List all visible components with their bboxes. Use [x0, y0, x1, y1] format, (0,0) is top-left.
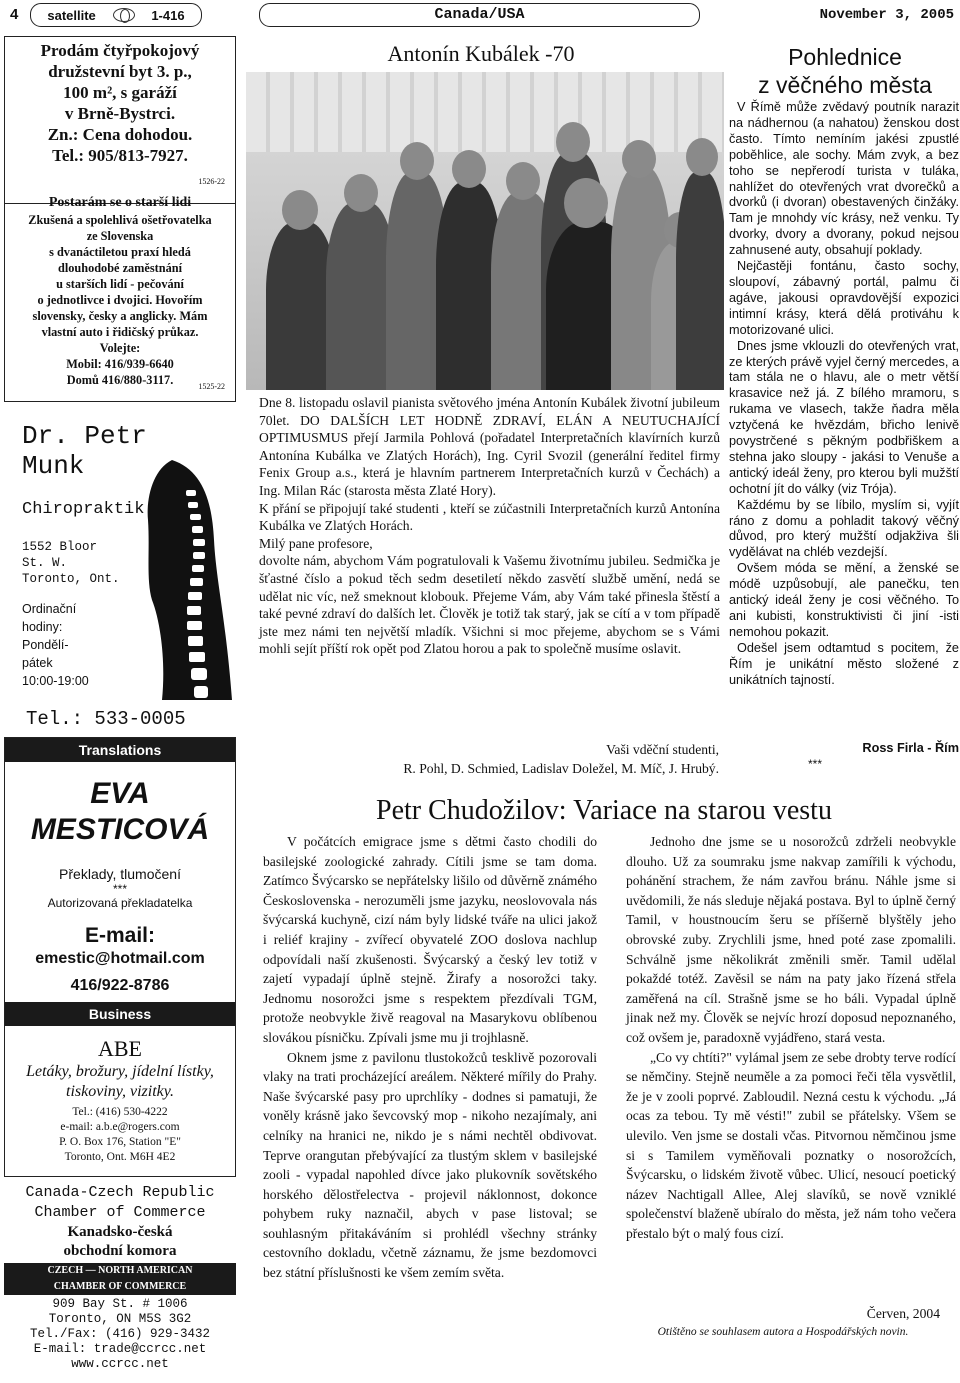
stars-divider: ***: [112, 882, 127, 896]
signature-line: Vaši vděční studenti,: [606, 742, 719, 757]
article-title: Antonín Kubálek -70: [387, 41, 575, 66]
address-line: St. W.: [22, 556, 68, 570]
translator-phone: 416/922-8786: [70, 977, 170, 994]
paragraph: V počátcích emigrace jsme s dětmi často chodili do basilejské zoologické zahrady. Cítili jsme se tam doma. Zatímco Švýcarsko se nepřátelsky lišilo od důvěrně známého Československa - nerozuměli jsme jazyku, neoslovovala nás švýcarská kuchyně, cizí nám byly lidské tváře na ulici jakož i reliéf krajiny - zvířecí obyvatelé ZOO doslova nachlup odpovídali naší zkušenosti. Švýcarský a český lev totiž v zajetí vypadají úplně stejně. Žirafy a nosorožci taky. Jednomu nosorožci jsme s respektem přezdívali TGM, protože neobvykle živě reagoval na Masarykovu oblíbenou slovákou písničku. Zpívali jsme mu ji trojhlasně.: [263, 834, 597, 1045]
contact-line: Tel.: (416) 530-4222: [72, 1106, 168, 1118]
issue-date: November 3, 2005: [819, 7, 954, 23]
ad-line: Domů 416/880-3117.: [66, 373, 174, 387]
article-column-1: [263, 832, 597, 1283]
ad-line: dlouhodobé zaměstnání: [57, 261, 183, 275]
translator-name: [5, 776, 235, 848]
office-hours: [22, 600, 89, 690]
hours-line: Pondělí-: [22, 638, 69, 652]
column-title: [740, 43, 950, 99]
page-number: 4: [10, 6, 19, 23]
contact-line: Toronto, ON M5S 3G2: [48, 1312, 192, 1326]
photo-background: [246, 72, 724, 152]
caregiver-ad: [4, 190, 236, 402]
chamber-name-en: Canada-Czech Republic: [25, 1184, 215, 1201]
contact-line[interactable]: E-mail: trade@ccrcc.net: [33, 1342, 207, 1356]
ad-line: vlastní auto i řidičský průkaz.: [41, 325, 199, 339]
contact-line[interactable]: e-mail: a.b.e@rogers.com: [60, 1121, 180, 1133]
doctor-name-line: Dr. Petr: [22, 421, 147, 451]
services: Překlady, tlumočení: [59, 866, 181, 882]
paragraph: Milý pane profesore,: [259, 535, 373, 551]
column-body: [729, 100, 959, 689]
contact-line: P. O. Box 176, Station "E": [59, 1136, 181, 1148]
ad-line: družstevní byt 3. p.,: [48, 62, 192, 81]
chamber-bar-line: CZECH — NORTH AMERICAN: [47, 1265, 193, 1276]
stars-divider: ***: [808, 757, 823, 771]
address-line: 1552 Bloor: [22, 540, 98, 554]
paragraph: Dnes jsme vklouzli do otevřených vrat, ze kterých právě vyjel černý mercedes, a tam stála ne o hlavu, ale o metr větší krasavice než já. Z bílého mramoru, s rukama ve vlasech, takže ňadra měla vztyčená ke hvězdám, břicho lenivě povystrčené s pěkným podbřiškem a stehna jako sloupy - jakási to Venuše a antický ideál ženy, pro kterou byli mužští ochotní jít do války (viz Trója).: [729, 338, 959, 496]
chamber-name-cz: Kanadsko-česká: [67, 1224, 173, 1240]
chamber-name-cz: obchodní komora: [63, 1243, 177, 1259]
satellite-label: satellite: [47, 7, 96, 23]
hours-line: pátek: [22, 656, 53, 670]
group-photo: [246, 72, 724, 390]
ad-line: ze Slovenska: [86, 229, 154, 243]
doctor-name: [22, 421, 147, 481]
paragraph: Ovšem móda se mění, a ženské se módě uzpůsobují, ale panečku, ten antický ideál ženy je cosi věčného. To ani kubisti, konstruktivisti či jiní -isti nemohou pokazit.: [729, 561, 959, 639]
title-line: Pohlednice: [788, 44, 902, 70]
ad-line: Zkušená a spolehlivá ošetřovatelka: [28, 213, 212, 227]
contact-line: Toronto, Ont. M6H 4E2: [64, 1151, 176, 1163]
article-column-2: [626, 832, 956, 1243]
email-label: E-mail:: [84, 924, 155, 947]
chamber-of-commerce-ad: [4, 1183, 236, 1379]
title-line: z věčného města: [758, 72, 932, 98]
doctor-address: [22, 539, 120, 587]
article-title: Petr Chudožilov: Variace na starou vestu: [376, 795, 832, 826]
paragraph: K přání se připojují také studenti , kteří se zúčastnili Interpretačních kurzů Antonína Kubálka ve Zlatých Horách.: [259, 500, 720, 534]
certification: Autorizovaná překladatelka: [47, 896, 193, 910]
signature-line: R. Pohl, D. Schmied, Ladislav Doležel, M. Míč, J. Hrubý.: [403, 761, 719, 776]
section-bar: Business: [5, 1002, 235, 1026]
abe-contact: [5, 1105, 235, 1165]
chamber-bar-line: CHAMBER OF COMMERCE: [53, 1281, 187, 1292]
hours-line: Ordinační: [22, 602, 77, 616]
ad-line: u starších lidí - pečování: [56, 277, 184, 291]
hours-line: hodiny:: [22, 620, 63, 634]
ad-line: Tel.: 905/813-7927.: [52, 146, 188, 165]
paragraph: Nejčastěji fontánu, často sochy, sloupoví, zábavný portál, palmu či agáve, jakousi opravdovější expozici intimní krásy, která dělá protiváhu k motorizované ulici.: [729, 259, 959, 337]
contact-line[interactable]: www.ccrcc.net: [71, 1357, 169, 1371]
publication-badge: [30, 3, 202, 27]
reprint-note: Otištěno se souhlasem autora a Hospodářských novin.: [657, 1326, 909, 1338]
paragraph: Oknem jsme z pavilonu tlustokožců tesklivě pozorovali vlaky na trati procházející areálem. Některé mířily do Prahy. Naše švýcarské pasy pro uprchlíky - dodnes si pamatuji, že voněly krásně jako ševcovský mop - nikoho nezajímaly, ani celníky na hranici ne, nikdo je s námi nechtěl obdivovat. Teprve orangutan přebývající za tlustým sklem v basilejské zooli - vypadal napohled dívce jako plukovník sovětského horského dělostřelectva - projevil náklonnost, dokonce pohybem ruky naznačil, abych v pase listoval; se souhlasným přitakáváním si prohlédl všechny stránky cestovního dokladu, včetně záznamu, že jsme bezdomovci bez státní příslušnosti ke všem zemím světa.: [263, 1049, 597, 1281]
abe-services: Letáky, brožury, jídelní lístky, tiskoviny, vizitky.: [26, 1063, 214, 1100]
ad-line: v Brně-Bystrci.: [64, 104, 176, 123]
chamber-name-en: Chamber of Commerce: [34, 1204, 206, 1221]
paragraph: Odešel jsem odtamtud s pocitem, že Řím je unikátní město složené z unikátních tajností.: [729, 640, 959, 687]
ad-line: 100 m², s garáží: [63, 83, 177, 102]
doctor-specialty: Chiropraktik: [22, 500, 145, 519]
column-signature: Ross Firla - Řím: [862, 741, 959, 755]
chamber-bar: [4, 1263, 236, 1295]
flat-sale-ad: [4, 36, 236, 204]
paragraph: V Římě může zvědavý poutník narazit na nádhernou (a nahatou) ženskou dost často. Tímto nemíním jakési zpustlé poběhlice, ale sochy. Mám zvyk, a bez toho se nepřerodí turista v tuláka, nahlížet do otevřených vrat dvorečků a dvorků (i dvoran) obestavených činžáky. Tam je mnohdy víc krásy, než venku. Ty dvorky, dvory a dvorany, pokud nejsou zahnusené auty, obsahují poklady.: [729, 100, 959, 258]
globe-icon: [113, 8, 135, 22]
paragraph: Jednoho dne jsme se u nosorožců zdrželi neobvykle dlouho. Už za soumraku jsme nakvap zamířili k východu, pohánění strachem, že nám zavřou bránu. Náhle jsme si uvědomili, že nás sleduje nějaká postava. Byl to úplně černý Tamil, v houstnoucím šeru se příšerně blyštěly jeho obrovské zuby. Zrychlili jsme, hned poté zase zpomalili. Schválně jsme několikrát změnili směr. Tamil udělal pokaždé totéž. Zavěsil se nám na paty jako řízená střela zaměřená na cíl. Strašně jsme se ho báli. Vypadal úplně jinak než my. Člověk se nejvíc hrozí doposud nepoznaného, což ovšem je, paradoxně vyjádřeno, stará vesta.: [626, 834, 956, 1045]
ad-code: 1526-22: [198, 177, 225, 186]
ad-line: Mobil: 416/939-6640: [66, 357, 174, 371]
ad-line: slovensky, česky a anglicky. Mám: [32, 309, 208, 323]
address-line: Toronto, Ont.: [22, 572, 120, 586]
ad-line: o jednotlivce i dvojici. Hovořím: [37, 293, 203, 307]
abe-title: ABE: [98, 1036, 142, 1061]
ad-line: s dvanáctiletou praxí hledá: [49, 245, 191, 259]
issue-number: 1-416: [151, 7, 185, 23]
article-body: [259, 394, 720, 658]
article-date: Červen, 2004: [866, 1306, 940, 1321]
ad-title: Postarám se o starší lidi: [48, 195, 192, 210]
translator-name-line: MESTICOVÁ: [30, 813, 210, 846]
contact-line: 909 Bay St. # 1006: [52, 1297, 188, 1311]
doctor-name-line: Munk: [22, 451, 85, 481]
article-signature: [300, 740, 719, 778]
chiropractor-ad: [4, 405, 236, 705]
section-bar: Translations: [5, 738, 235, 762]
paragraph: dovolte nám, abychom Vám pogratulovali k Vašemu životnímu jubileu. Sedmička je šťastné číslo a pokud těch sedm desetiletí někdo zasvětí službě umění, nedá se udělat nic víc, než smeknout klobouk. Přejeme Vám, aby Vám také přinesla štěstí a také pevné zdraví do dalších let. Člověk je totiž tak starý, jak se cítí a v tom případě jste mez námi ten největší mladík. Všichni si moc přejeme, abychom se s Vámi mohli sejít příští rok opět pod Zlatou horou a pak to společně musíme oslavit.: [259, 553, 720, 657]
spine-silhouette-icon: [142, 460, 234, 700]
paragraph: „Co vy chtíti?" vylámal jsem ze sebe drobty terve rodící se němčiny. Stejně neuměle a za pomoci řeči těla vysvětlil, že je v zooli poprvé. Zabloudil. Nezná cestu k východu. „Já ocas za tebou. Ty mě vésti!" zubil se přátelsky. Všem se ulevilo. Ven jsme se dostali včas. Pitvornou němčinou jsme si s Tamilem vyměňovali poznatky o nosorožcích, Švýcarsku, o lidském životě vůbec. Ulicí, nesoucí poetický název Nachtigall Allee, Alej slavíků, se nově vzniklé společenství blaženě ubíralo do města, jež nám toho večera přestalo být o malý fous cizí.: [626, 1049, 956, 1241]
contact-line: Tel./Fax: (416) 929-3432: [29, 1327, 211, 1341]
translator-name-line: EVA: [90, 777, 150, 810]
ad-code: 1525-22: [198, 382, 225, 391]
ad-line: Volejte:: [99, 341, 141, 355]
ad-line: Zn.: Cena dohodou.: [47, 125, 193, 144]
section-title: Canada/USA: [259, 3, 700, 27]
ad-line: Prodám čtyřpokojový: [40, 41, 200, 60]
chamber-contact: [4, 1297, 236, 1372]
paragraph: Dne 8. listopadu oslavil pianista světového jména Antonín Kubálek životní jubileum 70let. DO DALŠÍCH LET HODNĚ ZDRAVÍ, ELÁN A NEUTUCHAJÍCÍ OPTIMUSMUS přejí Jarmila Pohlová (pořadatel Interpretačních klavírních kurzů Antonína Kubálka ve Zlatých Horách), Ing. Cyril Svozil (generální ředitel firmy Fenix Group a.s., která je hlavním partnerem Interpretačních kurzů v Čechách) a Ing. Milan Rác (starosta města Zlaté Hory).: [259, 395, 720, 498]
doctor-phone: Tel.: 533-0005: [26, 708, 186, 730]
paragraph: Každému by se líbilo, myslím si, vyjít ráno z domu a pohladit takový věčný důvod, pro který mužští odjakživa šli vydělávat na chléb vezdejší.: [729, 497, 959, 560]
hours-line: 10:00-19:00: [22, 674, 89, 688]
email-address[interactable]: emestic@hotmail.com: [35, 950, 205, 967]
translations-ad: [4, 737, 236, 1177]
